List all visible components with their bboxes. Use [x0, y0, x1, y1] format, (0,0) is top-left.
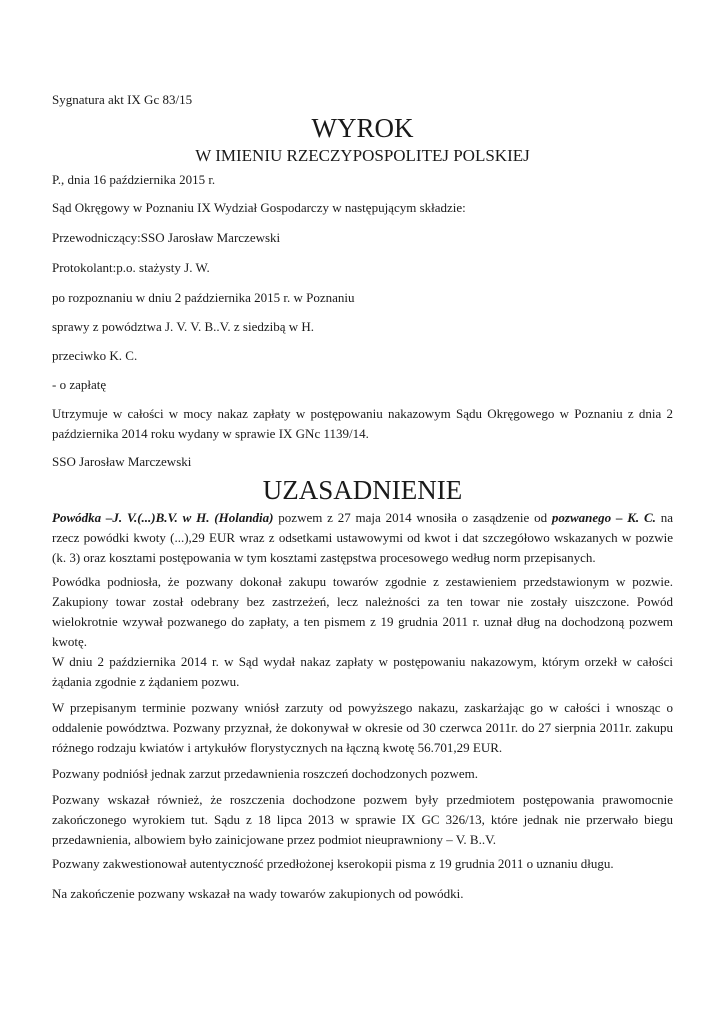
against-line: przeciwko K. C.: [52, 348, 138, 363]
chair-line: Przewodniczący:SSO Jarosław Marczewski: [52, 230, 281, 245]
plaintiff-name: Powódka –J. V.(...)B.V. w H. (Holandia): [52, 510, 274, 525]
document-title: WYROK: [311, 113, 414, 143]
paragraph-text: na rzecz powódki kwoty (...),29 EUR wraz z odsetkami ustawowymi od kwot i dat szczegółowo wskazanych w pozwie (k. 3) oraz kosztami postępowania w tym kosztami zastępstwa procesowego według norm przepisanych.: [52, 510, 674, 565]
case-signature: Sygnatura akt IX Gc 83/15: [52, 92, 193, 107]
case-line: sprawy z powództwa J. V. V. B..V. z siedzibą w H.: [52, 319, 315, 334]
date-line: P., dnia 16 października 2015 r.: [52, 172, 216, 187]
justification-paragraph-6: Pozwany wskazał również, że roszczenia dochodzone pozwem były przedmiotem postępowania prawomocnie zakończonego wyrokiem tut. Sądu z 18 lipca 2013 w sprawie IX GC 326/13, które jednak nie przerwało biegu przedawnienia, albowiem było zainicjowane przez podmiot nieuprawniony – V. B..V.: [52, 792, 673, 847]
paragraph-text: pozwem z 27 maja 2014 wnosiła o zasądzenie od: [273, 510, 552, 525]
clerk-line: Protokolant:p.o. stażysty J. W.: [52, 260, 210, 275]
hearing-line: po rozpoznaniu w dniu 2 października 2015 r. w Poznaniu: [52, 290, 355, 305]
defendant-name: pozwanego – K. C.: [551, 510, 656, 525]
justification-paragraph-7: Pozwany zakwestionował autentyczność przedłożonej kserokopii pisma z 19 grudnia 2011 o uznaniu długu.: [52, 856, 614, 871]
court-line: Sąd Okręgowy w Poznaniu IX Wydział Gospodarczy w następującym składzie:: [52, 200, 466, 215]
justification-paragraph-3: W dniu 2 października 2014 r. w Sąd wydał nakaz zapłaty w postępowaniu nakazowym, którym orzekł w całości żądania zgodnie z żądaniem pozwu.: [52, 654, 673, 689]
document-subtitle: W IMIENIU RZECZYPOSPOLITEJ POLSKIEJ: [195, 146, 530, 165]
justification-paragraph-4: W przepisanym terminie pozwany wniósł zarzuty od powyższego nakazu, zaskarżając go w całości i wnosząc o oddalenie powództwa. Pozwany przyznał, że dokonywał w okresie od 30 czerwca 2011r. do 27 sierpnia 2011r. zakupu różnego rodzaju kwiatów i artykułów florystycznych na łączną kwotę 56.701,29 EUR.: [52, 700, 673, 755]
subject-line: - o zapłatę: [52, 377, 107, 392]
justification-paragraph-8: Na zakończenie pozwany wskazał na wady towarów zakupionych od powódki.: [52, 886, 464, 901]
justification-paragraph-2: Powódka podniosła, że pozwany dokonał zakupu towarów zgodnie z zestawieniem przedstawionym w pozwie. Zakupiony towar został odebrany bez zastrzeżeń, lecz należności za ten towar nie zostały uiszczone. Powód wielokrotnie wzywał pozwanego do zapłaty, a ten pismem z 19 grudnia 2011 r. uznał dług na dochodzoną pozwem kwotę.: [52, 574, 673, 649]
operative-part: Utrzymuje w całości w mocy nakaz zapłaty w postępowaniu nakazowym Sądu Okręgowego w Poznaniu z dnia 2 października 2014 roku wydany w sprawie IX GNc 1139/14.: [52, 406, 673, 441]
justification-paragraph-5: Pozwany podniósł jednak zarzut przedawnienia roszczeń dochodzonych pozwem.: [52, 766, 478, 781]
justification-paragraph-1: [52, 508, 673, 568]
justification-title: UZASADNIENIE: [262, 475, 463, 505]
signed-by: SSO Jarosław Marczewski: [52, 454, 192, 469]
